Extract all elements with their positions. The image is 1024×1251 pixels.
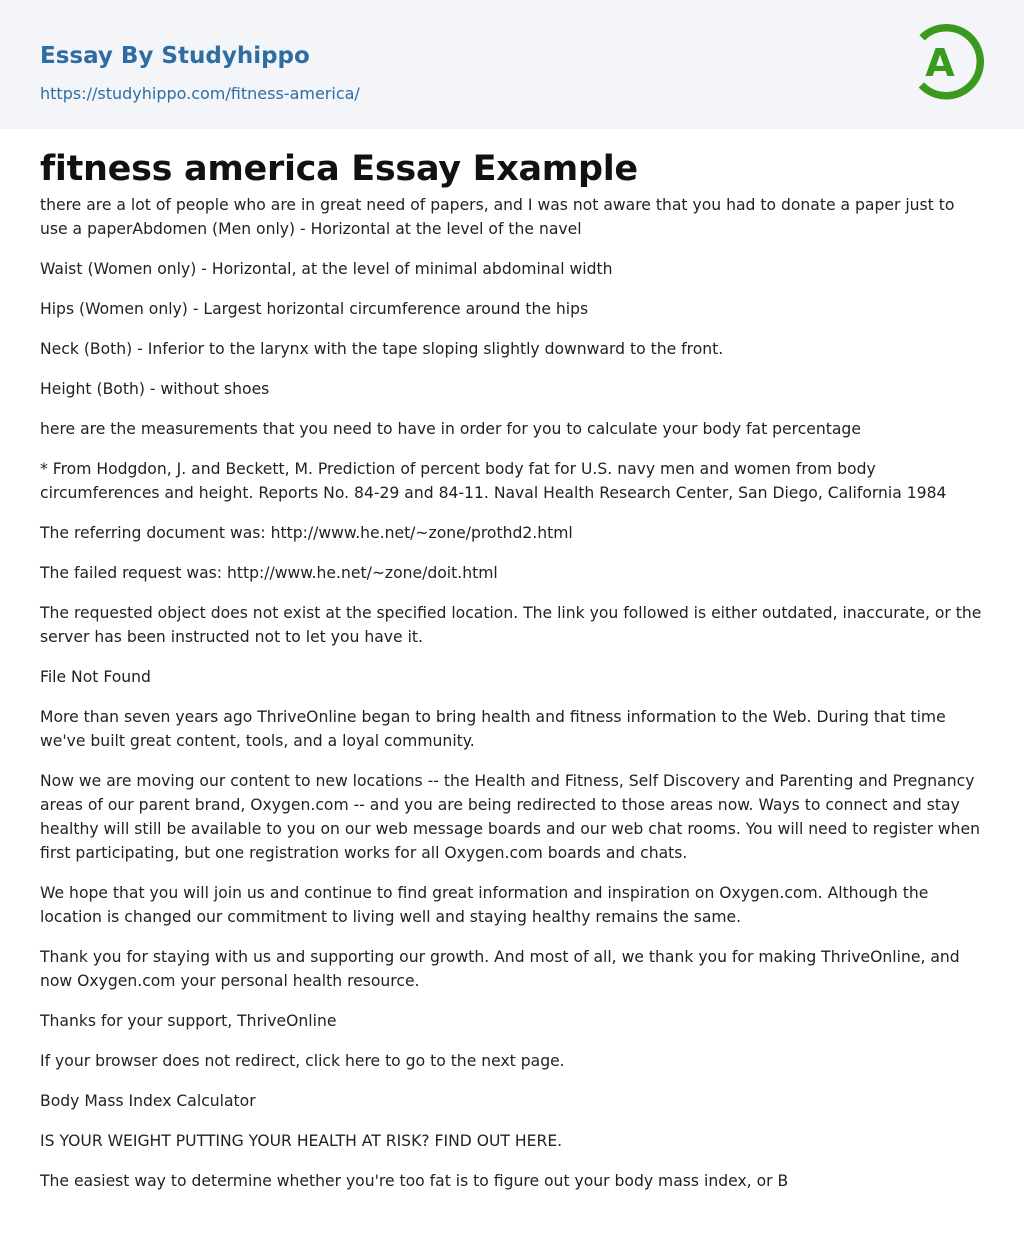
article-paragraph: More than seven years ago ThriveOnline began to bring health and fitness information to the Web. During that time we've built great content, tools, and a loyal community.: [40, 708, 946, 750]
article-paragraph: File Not Found: [40, 668, 151, 686]
studyhippo-logo-icon[interactable]: [914, 20, 986, 104]
article-paragraph: * From Hodgdon, J. and Beckett, M. Prediction of percent body fat for U.S. navy men and women from body circumferences and height. Reports No. 84-29 and 84-11. Naval Health Research Center, San Diego, California 1984: [40, 460, 947, 502]
article-paragraph: Waist (Women only) - Horizontal, at the level of minimal abdominal width: [40, 260, 613, 278]
article-body: [40, 193, 984, 1193]
article-paragraph: Thanks for your support, ThriveOnline: [40, 1012, 337, 1030]
article-paragraph: The easiest way to determine whether you're too fat is to figure out your body mass index, or B: [40, 1172, 789, 1190]
article-paragraph: Height (Both) - without shoes: [40, 380, 270, 398]
article-paragraph: We hope that you will join us and continue to find great information and inspiration on Oxygen.com. Although the location is changed our commitment to living well and staying healthy remains the same.: [40, 884, 929, 926]
article-title: fitness america Essay Example: [40, 149, 638, 189]
article-paragraph: The referring document was: http://www.he.net/~zone/prothd2.html: [40, 524, 573, 542]
article-paragraph: The requested object does not exist at the specified location. The link you followed is either outdated, inaccurate, or the server has been instructed not to let you have it.: [40, 604, 982, 646]
article-paragraph: Hips (Women only) - Largest horizontal circumference around the hips: [40, 300, 589, 318]
article-paragraph: here are the measurements that you need to have in order for you to calculate your body fat percentage: [40, 420, 861, 438]
article: [0, 129, 1024, 1193]
article-paragraph: Now we are moving our content to new locations -- the Health and Fitness, Self Discovery and Parenting and Pregnancy areas of our parent brand, Oxygen.com -- and you are being redirected to those areas now. Ways to connect and stay healthy will still be available to you on our web message boards and our web chat rooms. You will need to register when first participating, but one registration works for all Oxygen.com boards and chats.: [40, 772, 981, 862]
article-paragraph: Body Mass Index Calculator: [40, 1092, 256, 1110]
article-paragraph: there are a lot of people who are in great need of papers, and I was not aware that you had to donate a paper just to use a paperAbdomen (Men only) - Horizontal at the level of the navel: [40, 196, 955, 238]
site-header: [0, 0, 1024, 129]
logo-letter: A: [925, 41, 955, 85]
article-paragraph: If your browser does not redirect, click here to go to the next page.: [40, 1052, 565, 1070]
page-url-link[interactable]: https://studyhippo.com/fitness-america/: [40, 84, 360, 103]
article-paragraph: IS YOUR WEIGHT PUTTING YOUR HEALTH AT RISK? FIND OUT HERE.: [40, 1132, 563, 1150]
site-brand[interactable]: Essay By Studyhippo: [40, 43, 310, 69]
article-paragraph: The failed request was: http://www.he.net/~zone/doit.html: [40, 564, 498, 582]
article-paragraph: Thank you for staying with us and supporting our growth. And most of all, we thank you for making ThriveOnline, and now Oxygen.com your personal health resource.: [40, 948, 960, 990]
article-paragraph: Neck (Both) - Inferior to the larynx with the tape sloping slightly downward to the front.: [40, 340, 724, 358]
